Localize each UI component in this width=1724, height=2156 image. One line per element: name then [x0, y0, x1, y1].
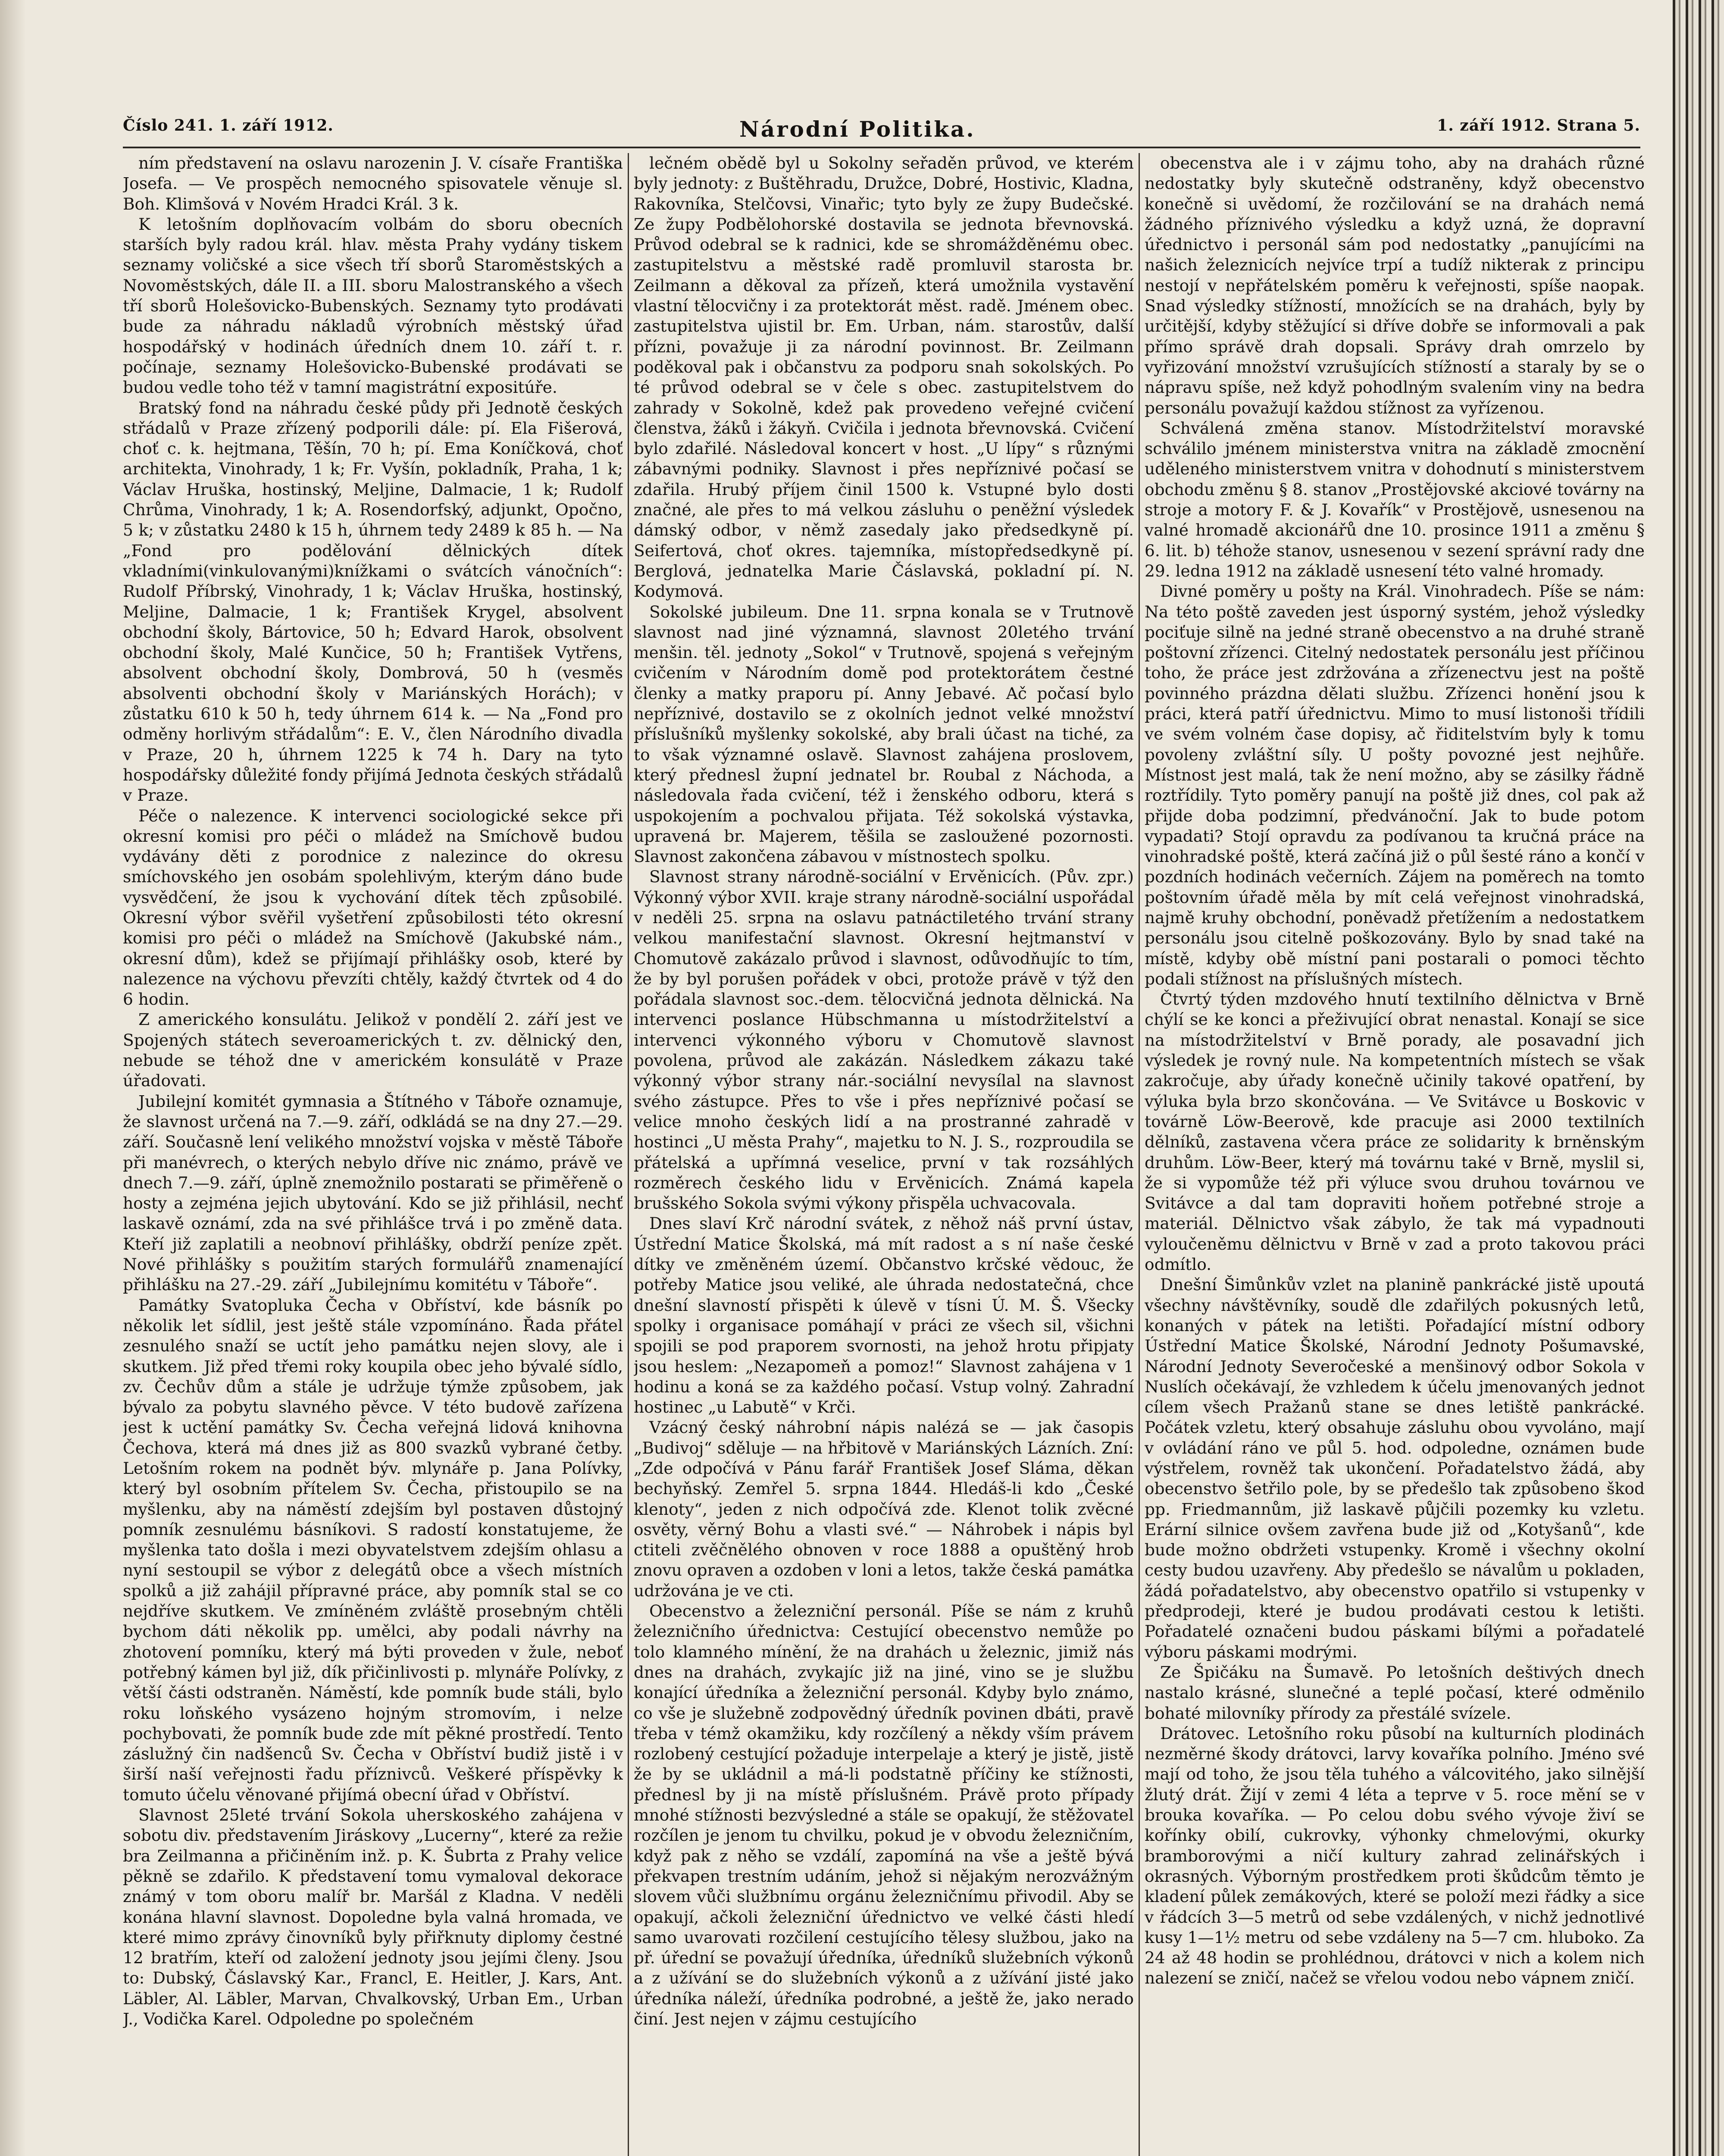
page-header: [123, 116, 1640, 151]
column-divider: [628, 153, 629, 2156]
article-paragraph: Památky Svatopluka Čecha v Obříství, kde básník po několik let sídlil, jest ještě stále vzpomínáno. Řada přátel zesnulého snaží se uctít jeho památku nejen slovy, ale i skutkem. Již před třemi roky koupila obec jeho bývalé sídlo, zv. Čechův dům a stále je udržuje týmže způsobem, jak bývalo za pobytu slavného pěvce. V této budově zařízena jest k uctění památky Sv. Čecha veřejná lidová knihovna Čechova, která má dnes již as 800 svazků vybrané četby. Letošním rokem na podnět býv. mlynáře p. Jana Polívky, který byl osobním přítelem Sv. Čecha, přistoupilo se na myšlenku, aby na náměstí zdejším byl postaven důstojný pomník zesnulému básníkovi. S radostí konstatujeme, že myšlenka tato došla i mezi obyvatelstvem zdejším ohlasu a nyní sestoupil se výbor z delegátů obce a všech místních spolků a již zahájil přípravné práce, aby pomník stal se co nejdříve skutkem. Ve zmíněném zvláště prosebným chtěli bychom dáti několik pp. umělci, aby podali návrhy na zhotovení pomníku, který má býti proveden v žule, neboť potřebný kámen byl již, dík přičinlivosti p. mlynáře Polívky, z větší části odstraněn. Náměstí, kde pomník bude stáli, bylo roku loňského vysázeno hojným stromovím, i nelze pochybovati, že pomník bude zde mít pěkné prostředí. Tento záslužný čin nadšenců Sv. Čecha v Obříství budiž jistě i v širší naší veřejnosti řadu příznivců. Veškeré příspěvky k tomuto účelu věnované přijímá obecní úřad v Obříství.: [123, 1295, 623, 1804]
article-paragraph: Schválená změna stanov. Místodržitelství moravské schválilo jménem ministerstva vnitra na základě zmocnění uděleného ministerstvem vnitra v dohodnutí s ministerstvem obchodu změnu § 8. stanov „Prostějovské akciové továrny na stroje a motory F. & J. Kovařík“ v Prostějově, usnesenou na valné hromadě akcionářů dne 10. prosince 1911 a změnu § 6. lit. b) téhože stanov, usnesenou v sezení správní rady dne 29. ledna 1912 na základě usnesení této valné hromady.: [1145, 418, 1645, 580]
article-paragraph: Slavnost strany národně-sociální v Ervěnicích. (Pův. zpr.) Výkonný výbor XVII. kraje strany národně-sociální uspořádal v neděli 25. srpna na oslavu patnáctiletého trvání strany velkou manifestační slavnost. Okresní hejtmanství v Chomutově zakázalo průvod i slavnost, odůvodňujíc to tím, že by byl porušen pořádek v obci, protože právě v týž den pořádala slavnost soc.-dem. tělocvičná jednota dělnická. Na intervenci poslance Hübschmanna u místodržitelství a intervenci výkonného výboru v Chomutově slavnost povolena, průvod ale zakázán. Následkem zákazu také výkonný výbor strany nár.-sociální nevysílal na slavnost svého zástupce. Přes to vše i přes nepříznivé počasí se velice mnoho českých lidí a na prostranné zahradě v hostinci „U města Prahy“, majetku to N. J. S., rozproudila se přátelská a upřímná veselice, první v tak rozsáhlých rozměrech českého lidu v Ervěnicích. Známá kapela brušského Sokola svými výkony přispěla uchvacovala.: [634, 867, 1134, 1213]
article-paragraph: Sokolské jubileum. Dne 11. srpna konala se v Trutnově slavnost nad jiné významná, slavnost 20letého trvání menšin. těl. jednoty „Sokol“ v Trutnově, spojená s veřejným cvičením v Národním domě pod protektorátem čestné členky a matky praporu pí. Anny Jebavé. Ač počasí bylo nepříznivé, dostavilo se z okolních jednot velké množství příslušníků myšlenky sokolské, aby brali účast na tiché, za to však významné oslavě. Slavnost zahájena proslovem, který přednesl župní jednatel br. Roubal z Náchoda, a následovala řada cvičení, též i ženského odboru, která s uspokojením a pochvalou přijata. Též sokolská výstavka, upravená br. Majerem, těšila se zasloužené pozornosti. Slavnost zakončena zábavou v místnostech spolku.: [634, 602, 1134, 866]
article-paragraph: Jubilejní komitét gymnasia a Štítného v Táboře oznamuje, že slavnost určená na 7.—9. září, odkládá se na dny 27.—29. září. Současně lení velikého množství vojska v městě Táboře při manévrech, o kterých nebylo dříve nic známo, právě ve dnech 7.—9. září, úplně znemožnilo postarati se přiměřeně o hosty a zejména jejich ubytování. Kdo se již přihlásil, nechť laskavě oznámí, zda na své přihlášce trvá i po změně data. Kteří již zaplatili a neobnoví přihlášky, obdrží peníze zpět. Nové přihlášky s použitím starých formulářů znamenající přihlášku na 27.-29. září „Jubilejnímu komitétu v Táboře“.: [123, 1091, 623, 1294]
article-paragraph: Čtvrtý týden mzdového hnutí textilního dělnictva v Brně chýlí se ke konci a přeživující obrat nenastal. Konají se sice na místodržitelství v Brně porady, ale posavadní jich výsledek je rovný nule. Na kompetentních místech se však zakročuje, aby úřady konečně učinily takové opatření, by výluka byla brzo skončována. — Ve Svitávce u Boskovic v továrně Löw-Beerově, kde pracuje asi 2000 textilních dělníků, zastavena včera práce ze solidarity k brněnským druhům. Löw-Beer, který má továrnu také v Brně, myslil si, že si vypomůže též při výluce svou druhou továrnou ve Svitávce a dal tam dopraviti hoňem potřebné stroje a materiál. Dělnictvo však zábylo, že tak má vypadnouti vyloučeněmu dělnictvu v Brně v zad a proto takovou práci odmítlo.: [1145, 990, 1645, 1274]
header-rule: [123, 147, 1640, 148]
article-paragraph: Dnešní Šimůnkův vzlet na planině pankrácké jistě upoutá všechny návštěvníky, soudě dle zdařilých pokusných letů, konaných v pátek na letišti. Pořadající místní odbory Ústřední Matice Školské, Národní Jednoty Pošumavské, Národní Jednoty Severočeské a menšinový odbor Sokola v Nuslích očekávají, že vzhledem k účelu jmenovaných jednot cílem všech Pražanů stane se dnes letiště pankrácké. Počátek vzletu, který obsahuje zásluhu obou vyvoláno, mají v ovládání ráno ve půl 5. hod. odpoledne, oznámen bude výstřelem, rovněž tak ukončení. Pořadatelstvo žádá, aby obecenstvo šetřilo pole, by se předešlo tak způsobeno škod pp. Friedmannům, již laskavě půjčili pozemky ku vzletu. Erární silnice ovšem zavřena bude již od „Kotyšanů“, kde bude možno obdržeti vstupenky. Kromě i všechny okolní cesty budou uzavřeny. Aby předešlo se návalům u pokladen, žádá pořadatelstvo, aby obecenstvo opatřilo si vstupenky v předprodeji, které je budou prodávati cestou k letišti. Pořadatelé označeni budou páskami bílými a pořadatelé výboru páskami modrými.: [1145, 1275, 1645, 1661]
book-binding-edge: [1673, 0, 1724, 2156]
page-edge-shadow: [0, 0, 26, 2156]
column-1: [123, 153, 623, 2156]
issue-info: Číslo 241. 1. září 1912.: [123, 116, 334, 135]
article-paragraph: Obecenstvo a železniční personál. Píše se nám z kruhů železničního úřednictva: Cestující obecenstvo nemůže po tolo klamného mínění, že na drahách u železnic, jimiž nás dnes na drahách, zvykajíc již na jiné, vino se je službu konající úředníka a železniční personál. Kdyby bylo známo, co vše je služebně zodpovědný úředník povinen dbáti, pravě třeba v témž okamžiku, kdy rozčílený a někdy vším právem rozlobený cestující požaduje interpelaje a který je jistě, jistě že by se ukládnil a má-li podstatně příčiny ke stížnosti, přednesl by ji na místě příslušném. Právě proto případy mnohé stížnosti bezvýsledné a stále se opakují, že stěžovatel rozčílen je jenom tu chvilku, pokud je v obvodu železničním, když pak z něho se vzdálí, zapomíná na vše a ještě bývá překvapen trestním udáním, jehož si nějakým nerozvážným slovem vůči službnímu orgánu železničnímu přivodil. Aby se opakují, ačkoli železniční úřednictvo ve velké části hledí samo uvarovati rozčilení cestujícího tělesy službou, jako na př. úřední se považují úředníka, úředníků služebních výkonů a z užívání se do služebních výkonů a z užívání jisté jako úředníka náleží, úředníka podrobné, a ještě že, jako nerado činí. Jest nejen v zájmu cestujícího: [634, 1601, 1134, 2029]
article-paragraph: Drátovec. Letošního roku působí na kulturních plodinách nezměrné škody drátovci, larvy kovaříka polního. Jméno své mají od toho, že jsou těla tuhého a válcovitého, jako silnější žlutý drát. Žijí v zemi 4 léta a teprve v 5. roce mění se v brouka kovaříka. — Po celou dobu svého vývoje živí se kořínky obilí, cukrovky, výhonky chmelovými, okurky bramborovými a ničí kultury zahrad zelinářských i okrasných. Výborným prostředkem proti škůdcům těmto je kladení půlek zemákových, které se položí mezi řádky a sice v řádcích 3—5 metrů od sebe vzdálených, v nichž jednotlivé kusy 1—1½ metru od sebe vzdáleny na 5—7 cm. hluboko. Za 24 až 48 hodin se prohlédnou, drátovci v nich a kolem nich nalezení se zničí, načež se vřelou vodou nebo vápnem zničí.: [1145, 1724, 1645, 1988]
article-paragraph: Divné poměry u pošty na Král. Vinohradech. Píše se nám: Na této poště zaveden jest úsporný systém, jehož výsledky pociťuje silně na jedné straně obecenstvo a na druhé straně poštovní zřízenci. Citelný nedostatek personálu jest příčinou toho, že práce jest zdržována a zřízenectvu jest na poště povinného prázdna dělati službu. Zřízenci honění jsou k práci, která patří úřednictvu. Mimo to musí listonoši třídili ve svém volném čase dopisy, ač řiditelstvím byly k tomu povoleny zvláštní síly. U pošty povozné jest nejhůře. Místnost jest malá, tak že není možno, aby se zásilky řádně roztřídily. Tyto poměry panují na poště již dnes, col pak až přijde doba podzimní, předvánoční. Jak to bude potom vypadati? Stojí opravdu za podívanou ta kručná práce na vinohradské poště, která začíná již o půl šesté ráno a končí v pozdních hodinách večerních. Zájem na poměrech na tomto poštovním úřadě měla by mít celá veřejnost vinohradská, najmě kruhy obchodní, poněvadž přetížením a nedostatkem personálu jsou citelně poškozovány. Bylo by snad také na místě, kdyby obě místní pani postarali o pomoci těchto podali stížnost na příslušných místech.: [1145, 582, 1645, 988]
article-paragraph: ním představení na oslavu narozenin J. V. císaře Františka Josefa. — Ve prospěch nemocného spisovatele věnuje sl. Boh. Klimšová v Novém Hradci Král. 3 k.: [123, 154, 623, 213]
page-info: 1. září 1912. Strana 5.: [1437, 116, 1640, 135]
column-divider: [1139, 153, 1140, 2156]
article-paragraph: Péče o nalezence. K intervenci sociologické sekce při okresní komisi pro péči o mládež na Smíchově budou vydávány děti z porodnice z nalezince do okresu smíchovského jen osobám spolehlivým, kterým dáno bude vysvědčení, že jsou k vychování dítek těch způsobilé. Okresní výbor svěřil vyšetření způsobilosti této okresní komisi pro péči o mládež na Smíchově (Jakubské nám., okresní dům), kdež se přijímají přihlášky osob, které by nalezence na výchovu převzíti chtěly, každý čtvrtek od 4 do 6 hodin.: [123, 806, 623, 1009]
article-paragraph: Vzácný český náhrobní nápis nalézá se — jak časopis „Budivoj“ sděluje — na hřbitově v Mariánských Lázních. Zní: „Zde odpočívá v Pánu farář František Josef Sláma, děkan bechyňský. Zemřel 5. srpna 1844. Hledáš-li kdo „České klenoty“, jeden z nich odpočívá zde. Klenot tolik zvěcné osvěty, věrný Bohu a vlasti své.“ — Náhrobek i nápis byl ctiteli zvěčnělého obnoven v roce 1888 a opuštěný hrob znovu opraven a ozdoben v loni a letos, takže česká památka udržována je ve cti.: [634, 1418, 1134, 1600]
masthead-title: Národní Politika.: [739, 116, 976, 142]
article-paragraph: K letošním doplňovacím volbám do sboru obecních starších byly radou král. hlav. města Prahy vydány tiskem seznamy voličské a sice všech tří sborů Staroměstských a Novoměstských, dále II. a III. sboru Malostranského a všech tří sborů Holešovicko-Bubenských. Seznamy tyto prodávati bude za náhradu nákladů výrobních městský úřad hospodářský v hodinách úředních dnem 10. září t. r. počínaje, seznamy Holešovicko-Bubenské prodávati se budou vedle toho též v tamní magistrátní expositúře.: [123, 214, 623, 397]
column-3: [1145, 153, 1645, 2156]
column-2: [634, 153, 1134, 2156]
article-paragraph: Bratský fond na náhradu české půdy při Jednotě českých střádalů v Praze zřízený podporili dále: pí. Ela Fišerová, choť c. k. hejtmana, Těšín, 70 h; pí. Ema Koníčková, choť architekta, Vinohrady, 1 k; Fr. Vyšín, pokladník, Praha, 1 k; Václav Hruška, hostinský, Meljine, Dalmacie, 1 k; Rudolf Chrůma, Vinohrady, 1 k; A. Rosendorfský, adjunkt, Opočno, 5 k; v zůstatku 2480 k 15 h, úhrnem tedy 2489 k 85 h. — Na „Fond pro podělování dělnických dítek vkladními(vinkulovanými)knížkami o svátcích vánočních“: Rudolf Příbrský, Vinohrady, 1 k; Václav Hruška, hostinský, Meljine, Dalmacie, 1 k; František Krygel, absolvent obchodní školy, Bártovice, 50 h; Edvard Harok, obsolvent obchodní školy, Malé Kunčice, 50 h; František Vytřens, absolvent obchodní školy, Dombrová, 50 h (vesměs absolventi obchodní školy v Mariánských Horách); v zůstatku 610 k 50 h, tedy úhrnem 614 k. — Na „Fond pro odměny horlivým střádalům“: E. V., člen Národního divadla v Praze, 20 h, úhrnem 1225 k 74 h. Dary na tyto hospodářsky důležité fondy přijímá Jednota českých střádalů v Praze.: [123, 398, 623, 805]
article-paragraph: Slavnost 25leté trvání Sokola uherskoského zahájena v sobotu div. představením Jiráskovy „Lucerny“, které za režie bra Zeilmanna a přičiněním inž. p. K. Šubrta z Prahy velice pěkně se zdařilo. K představení tomu vymaloval dekorace známý v tom oboru malíř br. Maršál z Kladna. V neděli konána hlavní slavnost. Dopoledne byla valná hromada, ve které mimo zprávy činovníků byly přiřknuty diplomy čestné 12 bratřím, kteří od založení jednoty jsou jejími členy. Jsou to: Dubský, Čáslavský Kar., Francl, E. Heitler, J. Kars, Ant. Läbler, Al. Läbler, Marvan, Chvalkovský, Urban Em., Urban J., Vodička Karel. Odpoledne po společném: [123, 1805, 623, 2029]
article-paragraph: lečném obědě byl u Sokolny seřaděn průvod, ve kterém byly jednoty: z Buštěhradu, Družce, Dobré, Hostivic, Kladna, Rakovníka, Stelčovsi, Vinařic; tyto byly ze župy Budečské. Ze župy Podbělohorské dostavila se jednota břevnovská. Průvod odebral se k radnici, kde se shromážděnému obec. zastupitelstvu a městské radě promluvil starosta br. Zeilmann a děkoval za přízeň, která umožnila vystavění vlastní tělocvičny i za protektorát měst. radě. Jménem obec. zastupitelstva ujistil br. Em. Urban, nám. starostův, další přízni, považuje ji za národní povinnost. Br. Zeilmann poděkoval pak i občanstvu za podporu snah sokolských. Po té průvod odebral se v čele s obec. zastupitelstvem do zahrady v Sokolně, kdež pak provedeno veřejné cvičení členstva, žáků i žákyň. Cvičila i jednota břevnovská. Cvičení bylo zdařilé. Následoval koncert v host. „U lípy“ s různými zábavnými podniky. Slavnost i přes nepříznivé počasí se zdařila. Hrubý příjem činil 1500 k. Vstupné bylo dosti značné, ale přes to má velkou zásluhu o peněžní výsledek dámský odbor, v němž zasedaly jako předsedkyně pí. Seifertová, choť okres. tajemníka, místopředsedkyně pí. Berglová, jednatelka Marie Čáslavská, pokladní pí. N. Kodymová.: [634, 154, 1134, 601]
article-paragraph: Ze Špičáku na Šumavě. Po letošních deštivých dnech nastalo krásné, slunečné a teplé počasí, které odměnilo bohaté milovníky přírody za přestálé svízele.: [1145, 1662, 1645, 1723]
article-paragraph: obecenstva ale i v zájmu toho, aby na drahách různé nedostatky byly skutečně odstraněny, když obecenstvo konečně si uvědomí, že rozčilování se na drahách nemá žádného příznivého výsledku a když uzná, že dopravní úřednictvo i personál sám pod nedostatky „panujícími na našich železnicích nejvíce trpí a tudíž nikterak z principu nestojí v nepřátelském poměru k veřejnosti, spíše naopak. Snad výsledky stížností, množících se na drahách, byly by určitější, kdyby stěžující si dříve dobře se informovali a pak přímo správě drah dopsali. Správy drah omrzelo by vyřizování množství vzrušujících stížností a staraly by se o nápravu spíše, než když pohodlným svalením viny na bedra personálu považují každou stížnost za vyřízenou.: [1145, 154, 1645, 417]
article-paragraph: Z amerického konsulátu. Jelikož v pondělí 2. září jest ve Spojených státech severoamerických t. zv. dělnický den, nebude se téhož dne v americkém konsulátě v Praze úřadovati.: [123, 1010, 623, 1091]
article-paragraph: Dnes slaví Krč národní svátek, z něhož náš první ústav, Ústřední Matice Školská, má mít radost a s ní naše české dítky ve změněném území. Občanstvo krčské vědouc, že potřeby Matice jsou veliké, ale úhrada nedostatečná, chce dnešní slavností přispěti k úlevě v tísni Ú. M. Š. Všecky spolky i organisace pomáhají v práci ze všech sil, všichni spojili se pod praporem svornosti, na jehož hrotu připjaty jsou heslem: „Nezapomeň a pomoz!“ Slavnost zahájena v 1 hodinu a koná se za každého počasí. Vstup volný. Zahradní hostinec „u Labutě“ v Krči.: [634, 1214, 1134, 1417]
